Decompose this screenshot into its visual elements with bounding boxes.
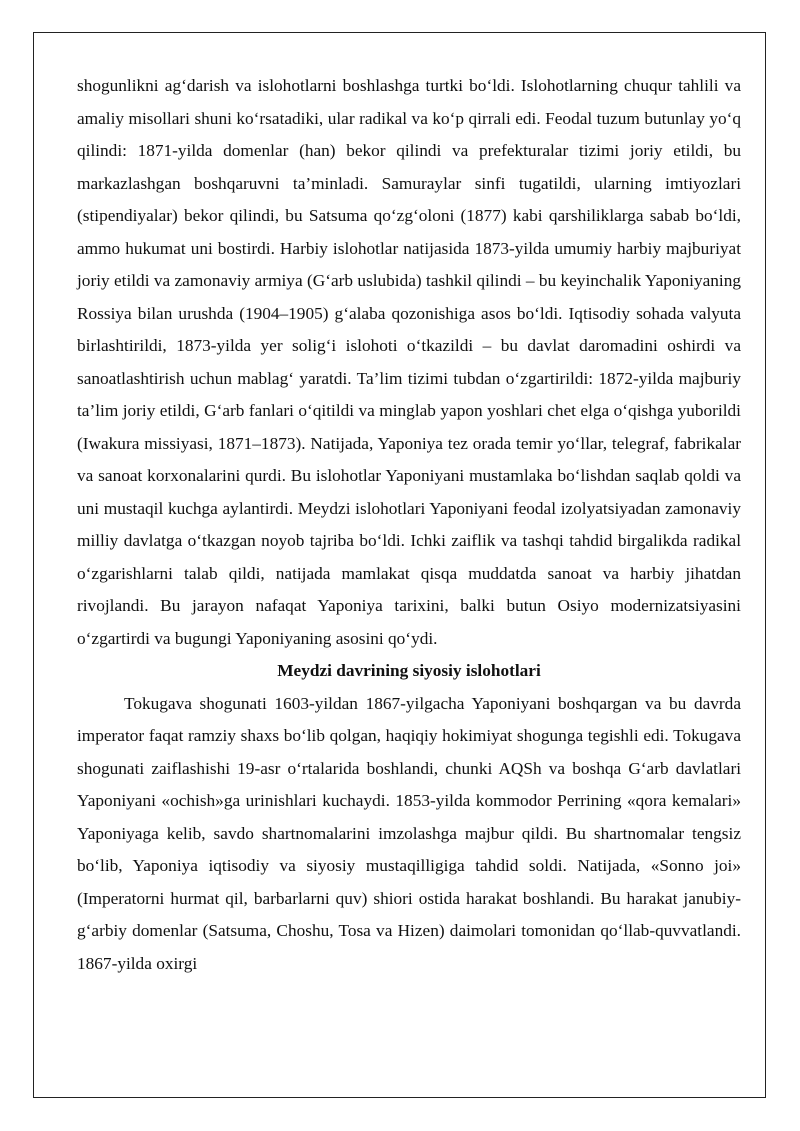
- body-paragraph: shogunlikni ag‘darish va islohotlarni boshlashga turtki bo‘ldi. Islohotlarning chuqur tahlili va amaliy misollari shuni ko‘rsatadiki, ular radikal va ko‘p qirrali edi. Feodal tuzum butunlay yo‘q qilindi: 1871-yilda domenlar (han) bekor qilindi va prefekturalar tizimi joriy etildi, bu markazlashgan boshqaruvni ta’minladi. Samuraylar sinfi tugatildi, ularning imtiyozlari (stipendiyalar) bekor qilindi, bu Satsuma qo‘zg‘oloni (1877) kabi qarshiliklarga sabab bo‘ldi, ammo hukumat uni bostirdi. Harbiy islohotlar natijasida 1873-yilda umumiy harbiy majburiyat joriy etildi va zamonaviy armiya (G‘arb uslubida) tashkil qilindi – bu keyinchalik Yaponiyaning Rossiya bilan urushda (1904–1905) g‘alaba qozonishiga asos bo‘ldi. Iqtisodiy sohada valyuta birlashtirildi, 1873-yilda yer solig‘i islohoti o‘tkazildi – bu davlat daromadini oshirdi va sanoatlashtirish uchun mablag‘ yaratdi. Ta’lim tizimi tubdan o‘zgartirildi: 1872-yilda majburiy ta’lim joriy etildi, G‘arb fanlari o‘qitildi va minglab yapon yoshlari chet elga o‘qishga yuborildi (Iwakura missiyasi, 1871–1873). Natijada, Yaponiya tez orada temir yo‘llar, telegraf, fabrikalar va sanoat korxonalarini qurdi. Bu islohotlar Yaponiyani mustamlaka bo‘lishdan saqlab qoldi va uni mustaqil kuchga aylantirdi. Meydzi islohotlari Yaponiyani feodal izolyatsiyadan zamonaviy milliy davlatga o‘tkazgan noyob tajriba bo‘ldi. Ichki zaiflik va tashqi tahdid birgalikda radikal o‘zgarishlarni talab qildi, natijada mamlakat qisqa muddatda sanoat va harbiy jihatdan rivojlandi. Bu jarayon nafaqat Yaponiya tarixini, balki butun Osiyo modernizatsiyasini o‘zgartirdi va bugungi Yaponiyaning asosini qo‘ydi.: [77, 76, 741, 648]
- section-heading: Meydzi davrining siyosiy islohotlari: [277, 661, 541, 680]
- body-paragraph: Tokugava shogunati 1603-yildan 1867-yilgacha Yaponiyani boshqargan va bu davrda imperator faqat ramziy shaxs bo‘lib qolgan, haqiqiy hokimiyat shogunga tegishli edi. Tokugava shogunati zaiflashishi 19-asr o‘rtalarida boshlandi, chunki AQSh va boshqa G‘arb davlatlari Yaponiyani «ochish»ga urinishlari kuchaydi. 1853-yilda kommodor Perrining «qora kemalari» Yaponiyaga kelib, savdo shartnomalarini imzolashga majbur qildi. Bu shartnomalar tengsiz bo‘lib, Yaponiya iqtisodiy va siyosiy mustaqilligiga tahdid soldi. Natijada, «Sonno joi» (Imperatorni hurmat qil, barbarlarni quv) shiori ostida harakat boshlandi. Bu harakat janubiy-g‘arbiy domenlar (Satsuma, Choshu, Tosa va Hizen) daimolari tomonidan qo‘llab-quvvatlandi. 1867-yilda oxirgi: [77, 693, 741, 973]
- document-body: [77, 70, 741, 980]
